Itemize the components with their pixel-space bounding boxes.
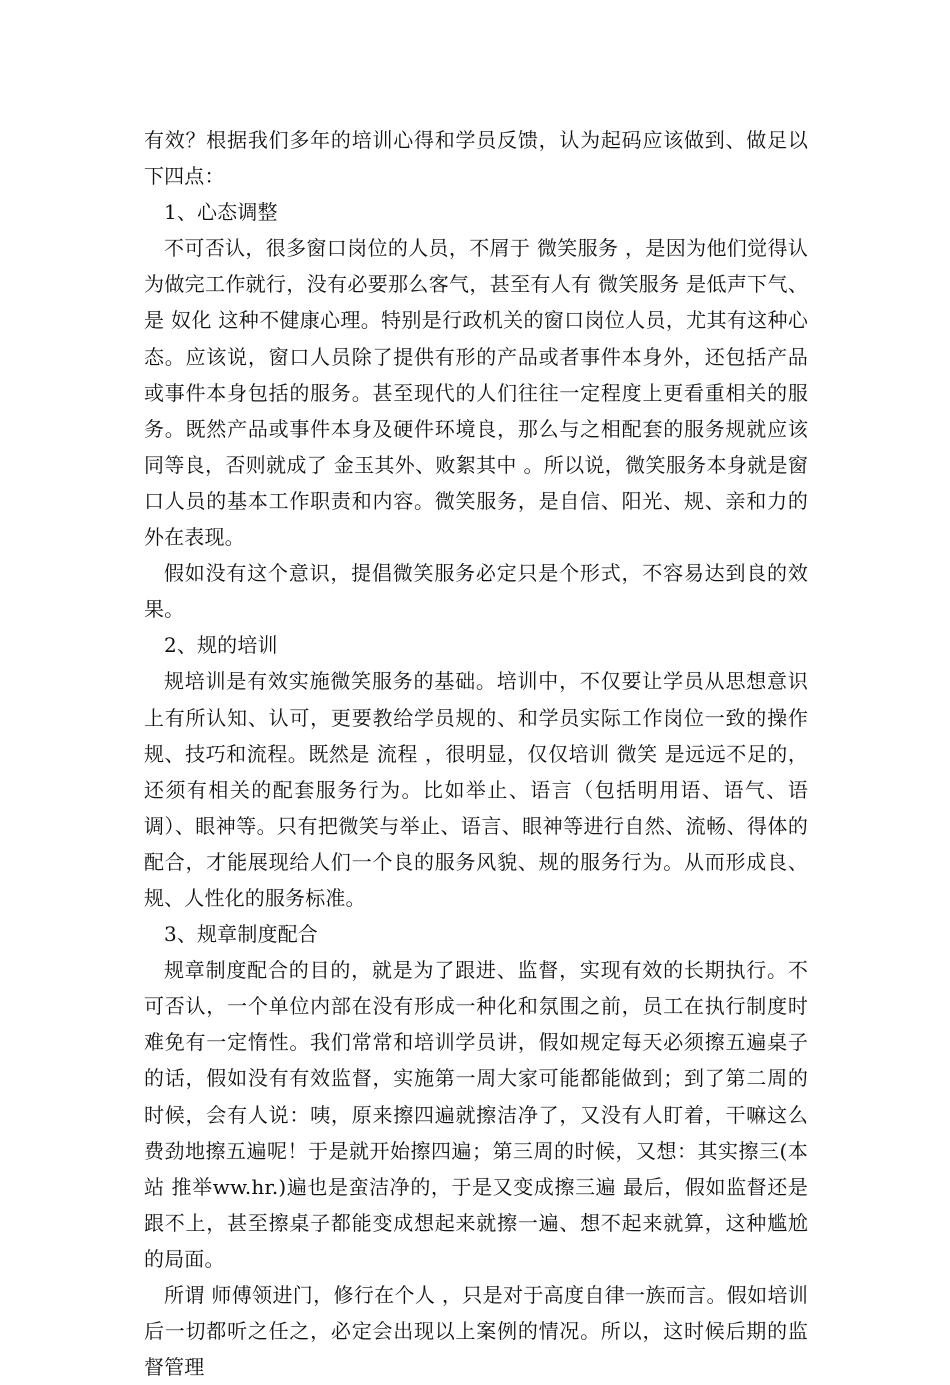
awareness-paragraph: 假如没有这个意识，提倡微笑服务必定只是个形式，不容易达到良的效果。 — [144, 561, 808, 622]
intro-paragraph: 有效？根据我们多年的培训心得和学员反馈，认为起码应该做到、做足以下四点： — [144, 128, 808, 189]
section-heading-training: 2、规的培训 — [164, 633, 278, 658]
document-body — [144, 122, 808, 1385]
section-heading-rules: 3、规章制度配合 — [164, 922, 318, 947]
rules-paragraph: 规章制度配合的目的，就是为了跟进、监督，实现有效的长期执行。不可否认，一个单位内部在没有形成一种化和氛围之前，员工在执行制度时难免有一定惰性。我们常常和培训学员讲，假如规定每天必须擦五遍桌子的话，假如没有有效监督，实施第一周大家可能都能做到；到了第二周的时候，会有人说：咦，原来擦四遍就擦洁净了，又没有人盯着，干嘛这么费劲地擦五遍呢！于是就开始擦四遍；第三周的时候，又想：其实擦三(本站 推举ww.hr.)遍也是蛮洁净的，于是又变成擦三遍 最后，假如监督还是跟不上，甚至擦桌子都能变成想起来就擦一遍、想不起来就算，这种尴尬的局面。 — [144, 958, 808, 1271]
section-heading-attitude: 1、心态调整 — [164, 200, 278, 225]
supervision-paragraph: 所谓 师傅领进门，修行在个人 ，只是对于高度自律一族而言。假如培训后一切都听之任之，必定会出现以上案例的情况。所以，这时候后期的监督管理 — [144, 1283, 808, 1380]
training-paragraph: 规培训是有效实施微笑服务的基础。培训中，不仅要让学员从思想意识上有所认知、认可，更要教给学员规的、和学员实际工作岗位一致的操作规、技巧和流程。既然是 流程 ，很明显，仅仅培训 微笑 是远远不足的，还须有相关的配套服务行为。比如举止、语言（包括明用语、语气、语调）、眼神等。只有把微笑与举止、语言、眼神等进行自然、流畅、得体的配合，才能展现给人们一个良的服务风貌、规的服务行为。从而形成良、规、人性化的服务标准。 — [144, 669, 808, 910]
attitude-paragraph: 不可否认，很多窗口岗位的人员，不屑于 微笑服务 ，是因为他们觉得认为做完工作就行，没有必要那么客气，甚至有人有 微笑服务 是低声下气、是 奴化 这种不健康心理。特别是行政机关的窗口岗位人员，尤其有这种心态。应该说，窗口人员除了提供有形的产品或者事件本身外，还包括产品或事件本身包括的服务。甚至现代的人们往往一定程度上更看重相关的服务。既然产品或事件本身及硬件环境良，那么与之相配套的服务规就应该同等良，否则就成了 金玉其外、败絮其中 。所以说，微笑服务本身就是窗口人员的基本工作职责和内容。微笑服务，是自信、阳光、规、亲和力的外在表现。 — [144, 236, 808, 550]
